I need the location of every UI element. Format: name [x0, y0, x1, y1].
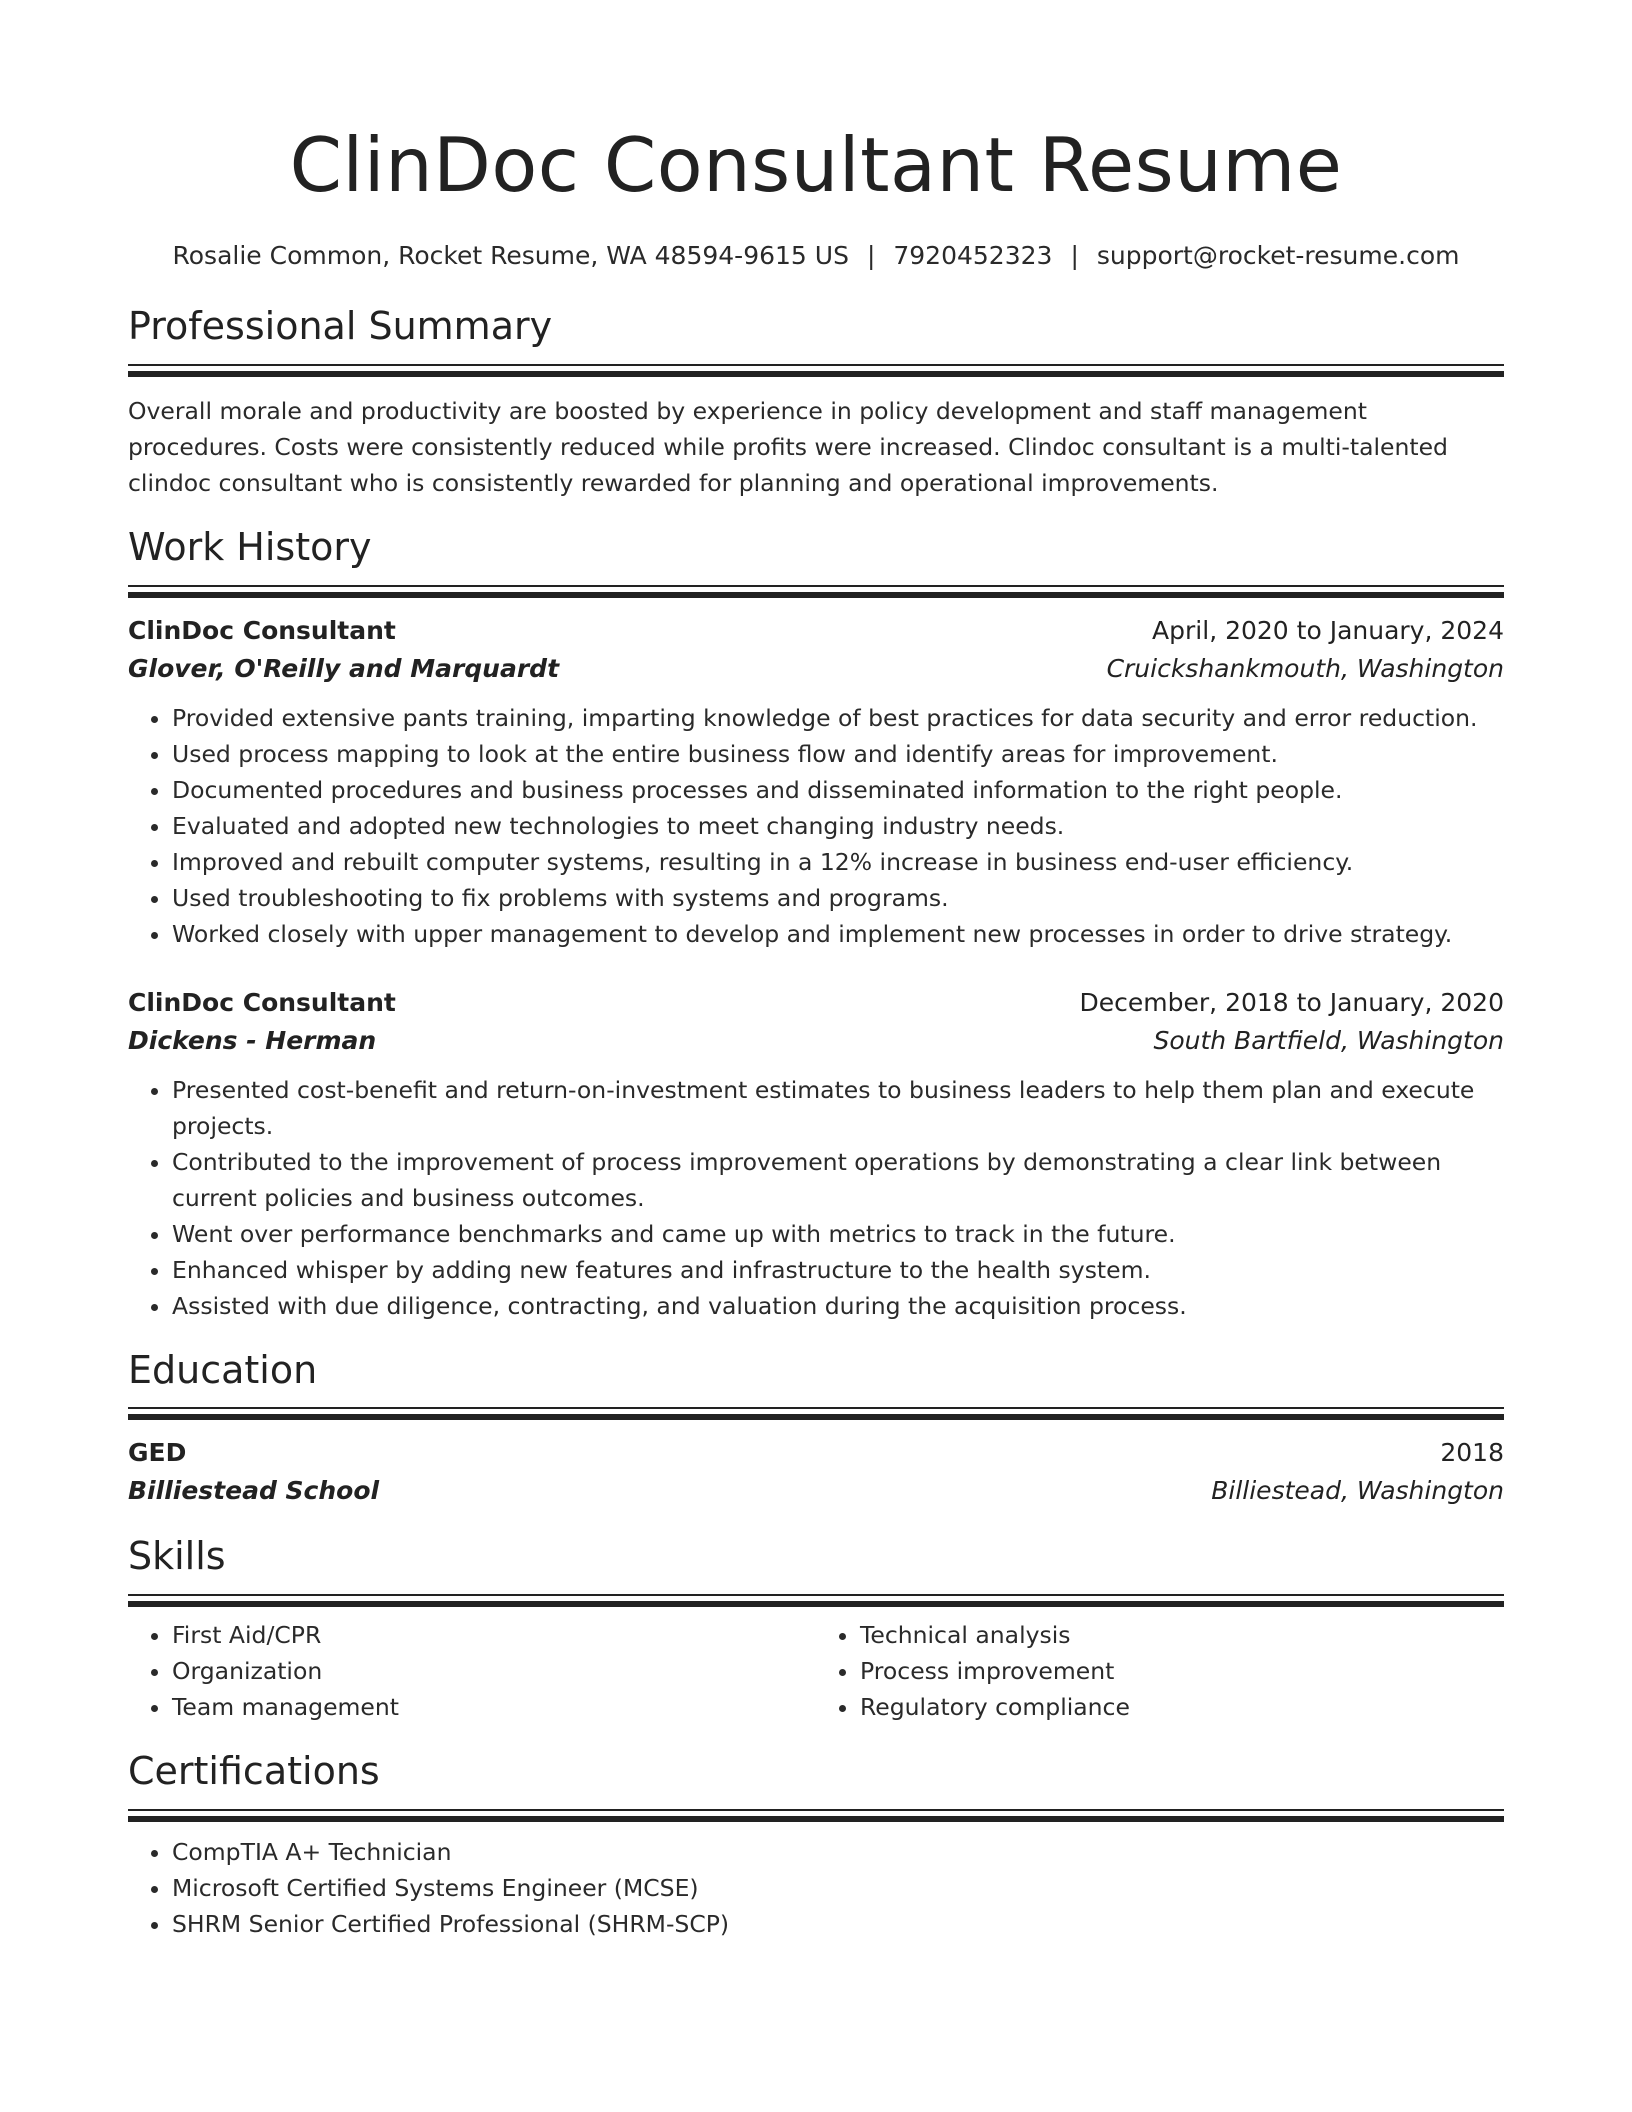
education-location: Billiestead, Washington — [1211, 1476, 1504, 1506]
section-divider — [128, 585, 1504, 598]
job-subheader — [128, 1022, 1504, 1060]
section-divider — [128, 1809, 1504, 1822]
list-item: • Assisted with due diligence, contracting, and valuation during the acquisition process. — [172, 1288, 1504, 1324]
job-bullets — [128, 700, 1504, 952]
contact-separator: | — [1070, 241, 1079, 270]
job-location: Cruickshankmouth, Washington — [1106, 653, 1504, 683]
section-education — [128, 1347, 1504, 1511]
list-item: • CompTIA A+ Technician — [172, 1834, 1504, 1870]
list-item: • Worked closely with upper management to develop and implement new processes in order to drive strategy. — [172, 916, 1504, 952]
section-work-history — [128, 524, 1504, 1324]
list-item: • Organization — [172, 1653, 816, 1689]
job-subheader — [128, 650, 1504, 688]
section-heading-certifications: Certifications — [128, 1749, 380, 1794]
list-item: • Documented procedures and business processes and disseminated information to the right people. — [172, 772, 1504, 808]
section-skills — [128, 1536, 1504, 1725]
job-header — [128, 612, 1504, 650]
list-item: • Enhanced whisper by adding new features and infrastructure to the health system. — [172, 1252, 1504, 1288]
skills-list-right — [816, 1617, 1504, 1725]
education-entry — [128, 1434, 1504, 1510]
list-item: • Presented cost-benefit and return-on-investment estimates to business leaders to help them plan and execute projects. — [172, 1072, 1504, 1144]
skills-columns — [128, 1617, 1504, 1725]
list-item: • Process improvement — [860, 1653, 1504, 1689]
list-item: • Provided extensive pants training, imparting knowledge of best practices for data security and error reduction. — [172, 700, 1504, 736]
list-item: • Technical analysis — [860, 1617, 1504, 1653]
list-item: • Contributed to the improvement of process improvement operations by demonstrating a clear link between current policies and business outcomes. — [172, 1144, 1504, 1216]
education-year: 2018 — [1440, 1438, 1504, 1468]
section-divider — [128, 1407, 1504, 1420]
list-item: • Regulatory compliance — [860, 1689, 1504, 1725]
section-heading-education: Education — [128, 1347, 318, 1392]
summary-text: Overall morale and productivity are boosted by experience in policy development and staff management procedures. Costs were consistently reduced while profits were increased. Clindoc consultant is a multi-talented clindoc consultant who is consistently rewarded for planning and operational improvements. — [128, 396, 1448, 497]
education-school: Billiestead School — [128, 1476, 380, 1506]
job-entry — [128, 984, 1504, 1324]
contact-separator: | — [866, 241, 876, 270]
list-item: • Used troubleshooting to fix problems with systems and programs. — [172, 880, 1504, 916]
section-heading-summary: Professional Summary — [128, 304, 553, 348]
job-company: Glover, O'Reilly and Marquardt — [128, 653, 560, 683]
job-dates: April, 2020 to January, 2024 — [1152, 615, 1504, 645]
certifications-list — [128, 1834, 1504, 1942]
education-degree: GED — [128, 1438, 187, 1468]
list-item: • Used process mapping to look at the entire business flow and identify areas for improvement. — [172, 736, 1504, 772]
job-title: ClinDoc Consultant — [128, 987, 396, 1017]
section-heading-work: Work History — [128, 524, 372, 569]
list-item: • SHRM Senior Certified Professional (SHRM-SCP) — [172, 1906, 1504, 1942]
list-item: • Team management — [172, 1689, 816, 1725]
contact-line — [128, 241, 1504, 270]
contact-email[interactable]: support@rocket-resume.com — [1096, 241, 1460, 270]
list-item: • Evaluated and adopted new technologies to meet changing industry needs. — [172, 808, 1504, 844]
job-company: Dickens - Herman — [128, 1025, 377, 1055]
education-subheader — [128, 1472, 1504, 1510]
section-heading-skills: Skills — [128, 1534, 226, 1579]
job-header — [128, 984, 1504, 1022]
skills-list-left — [128, 1617, 816, 1725]
job-bullets — [128, 1072, 1504, 1324]
job-entry — [128, 612, 1504, 952]
contact-phone: 7920452323 — [893, 241, 1053, 270]
job-dates: December, 2018 to January, 2020 — [1079, 987, 1504, 1017]
section-certifications — [128, 1751, 1504, 1942]
education-header — [128, 1434, 1504, 1472]
list-item: • Went over performance benchmarks and came up with metrics to track in the future. — [172, 1216, 1504, 1252]
job-location: South Bartfield, Washington — [1153, 1025, 1504, 1055]
section-summary — [128, 306, 1504, 501]
list-item: • Microsoft Certified Systems Engineer (MCSE) — [172, 1870, 1504, 1906]
resume-title: ClinDoc Consultant Resume — [289, 121, 1343, 209]
list-item: • Improved and rebuilt computer systems, resulting in a 12% increase in business end-user efficiency. — [172, 844, 1504, 880]
job-title: ClinDoc Consultant — [128, 615, 396, 645]
list-item: • First Aid/CPR — [172, 1617, 816, 1653]
section-divider — [128, 1594, 1504, 1607]
contact-address: Rosalie Common, Rocket Resume, WA 48594-9615 US — [172, 241, 849, 270]
section-divider — [128, 364, 1504, 377]
